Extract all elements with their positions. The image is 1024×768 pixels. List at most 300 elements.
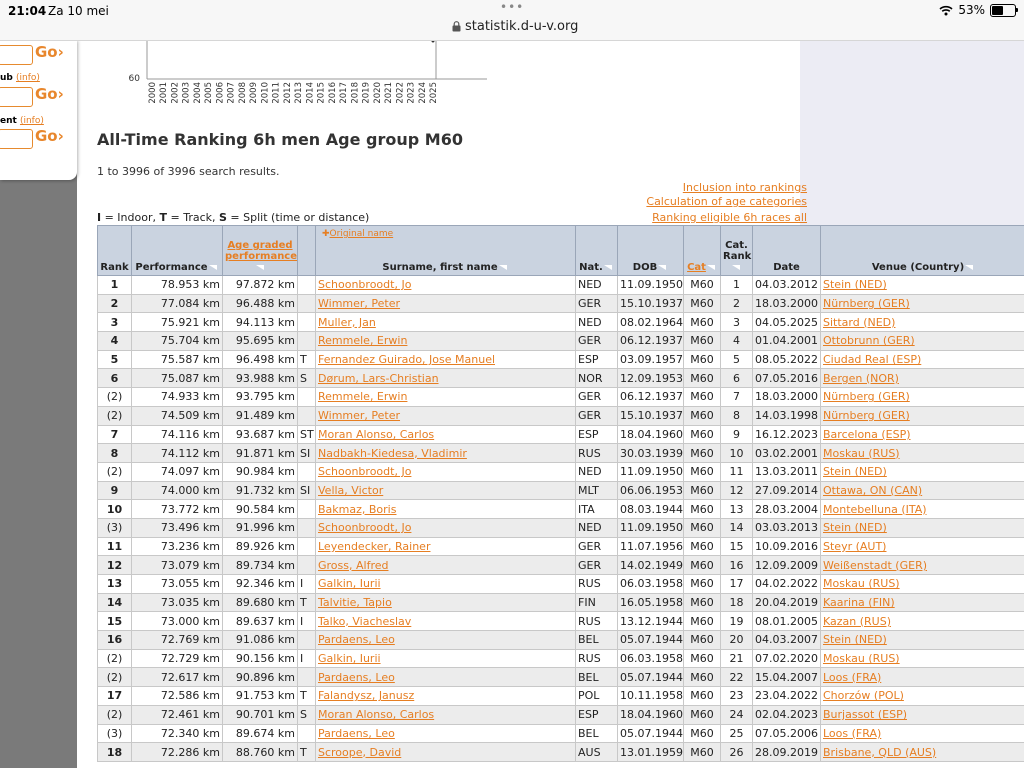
header-label: Rank <box>100 262 129 273</box>
date-cell: 07.02.2020 <box>753 649 821 668</box>
date-cell: 18.03.2000 <box>753 294 821 313</box>
nat-cell: RUS <box>576 612 618 631</box>
legend-text: = Indoor, <box>101 211 160 224</box>
flag-cell <box>298 518 316 537</box>
age-graded-cell: 96.498 km <box>223 350 298 369</box>
cat-rank-cell: 23 <box>721 687 753 706</box>
athlete-link[interactable]: Dørum, Lars-Christian <box>318 371 439 385</box>
athlete-link[interactable]: Vella, Victor <box>318 483 384 497</box>
venue-link[interactable]: Nürnberg (GER) <box>823 297 910 311</box>
cat-link[interactable]: Cat <box>687 262 706 273</box>
venue-link[interactable]: Bergen (NOR) <box>823 371 899 385</box>
table-row <box>98 668 1024 687</box>
go-button-3[interactable] <box>35 127 64 145</box>
nat-cell: MLT <box>576 481 618 500</box>
table-row <box>98 425 1024 444</box>
x-tick-label: 2024 <box>417 82 428 104</box>
dob-cell: 06.06.1953 <box>618 481 684 500</box>
rank-cell: (2) <box>98 406 132 425</box>
performance-chart <box>127 40 487 116</box>
performance-cell: 74.097 km <box>132 462 223 481</box>
nat-cell: AUS <box>576 743 618 762</box>
performance-cell: 72.769 km <box>132 631 223 650</box>
age-graded-cell: 93.687 km <box>223 425 298 444</box>
nat-cell: RUS <box>576 649 618 668</box>
name-cell <box>316 556 576 575</box>
legend-text: = Split (time or distance) <box>226 211 370 224</box>
dob-cell: 16.05.1958 <box>618 593 684 612</box>
venue-link[interactable]: Loos (FRA) <box>823 726 882 740</box>
age-graded-cell: 95.695 km <box>223 332 298 351</box>
original-name-toggle[interactable] <box>322 229 393 239</box>
header-label: Surname, first name <box>382 262 498 273</box>
name-cell <box>316 481 576 500</box>
x-tick-label: 2001 <box>159 82 170 104</box>
rank-cell: 16 <box>98 631 132 650</box>
nat-cell: NED <box>576 462 618 481</box>
venue-cell <box>821 500 1024 519</box>
venue-cell <box>821 462 1024 481</box>
performance-cell: 75.087 km <box>132 369 223 388</box>
name-cell <box>316 388 576 407</box>
cat-rank-cell: 8 <box>721 406 753 425</box>
venue-link[interactable]: Stein (NED) <box>823 278 887 292</box>
cat-rank-cell: 11 <box>721 462 753 481</box>
age-graded-cell: 93.795 km <box>223 388 298 407</box>
flag-cell <box>298 500 316 519</box>
flag-cell: I <box>298 649 316 668</box>
flag-cell <box>298 332 316 351</box>
venue-link[interactable]: Ciudad Real (ESP) <box>823 353 922 367</box>
sort-icon <box>256 263 266 271</box>
venue-link[interactable]: Weißenstadt (GER) <box>823 558 928 572</box>
date-cell: 03.03.2013 <box>753 518 821 537</box>
col-rank[interactable] <box>98 226 132 276</box>
table-row <box>98 631 1024 650</box>
dob-cell: 30.03.1939 <box>618 444 684 463</box>
cat-rank-cell: 20 <box>721 631 753 650</box>
athlete-link[interactable]: Wimmer, Peter <box>318 297 401 311</box>
col-flag <box>298 226 316 276</box>
athlete-link[interactable]: Moran Alonso, Carlos <box>318 427 435 441</box>
date-cell: 20.04.2019 <box>753 593 821 612</box>
nat-cell: NED <box>576 276 618 295</box>
flag-cell: T <box>298 687 316 706</box>
background-panel <box>800 40 1024 226</box>
rank-cell: 14 <box>98 593 132 612</box>
cat-cell: M60 <box>684 332 721 351</box>
date-cell: 13.03.2011 <box>753 462 821 481</box>
x-tick-label: 2012 <box>282 82 293 104</box>
rank-cell: 3 <box>98 313 132 332</box>
performance-cell: 74.509 km <box>132 406 223 425</box>
col-surname[interactable] <box>316 226 576 276</box>
x-tick-label: 2000 <box>148 82 158 104</box>
go-button-1[interactable] <box>35 43 64 61</box>
club-info-link[interactable]: (info) <box>16 73 40 83</box>
rank-cell: 5 <box>98 350 132 369</box>
venue-link[interactable]: Loos (FRA) <box>823 670 882 684</box>
performance-cell: 73.000 km <box>132 612 223 631</box>
athlete-link[interactable]: Talko, Viacheslav <box>318 614 412 628</box>
performance-cell: 72.729 km <box>132 649 223 668</box>
cat-rank-cell: 15 <box>721 537 753 556</box>
nat-cell: NED <box>576 518 618 537</box>
nat-cell: POL <box>576 687 618 706</box>
name-cell <box>316 537 576 556</box>
performance-cell: 73.236 km <box>132 537 223 556</box>
col-date[interactable] <box>753 226 821 276</box>
cat-cell: M60 <box>684 444 721 463</box>
venue-cell <box>821 705 1024 724</box>
athlete-link[interactable]: Gross, Alfred <box>318 558 389 572</box>
flag-cell: SI <box>298 481 316 500</box>
performance-cell: 73.496 km <box>132 518 223 537</box>
flag-cell <box>298 724 316 743</box>
sort-icon <box>604 263 614 271</box>
name-cell <box>316 350 576 369</box>
table-row <box>98 518 1024 537</box>
athlete-link[interactable]: Wimmer, Peter <box>318 409 401 423</box>
name-cell <box>316 294 576 313</box>
nat-cell: BEL <box>576 724 618 743</box>
table-row <box>98 294 1024 313</box>
cat-rank-cell: 6 <box>721 369 753 388</box>
venue-cell <box>821 518 1024 537</box>
col-performance[interactable] <box>132 226 223 276</box>
header-label: Venue (Country) <box>871 262 965 273</box>
eligible-races-link[interactable]: Ranking eligible 6h races all <box>652 211 807 224</box>
performance-cell: 78.953 km <box>132 276 223 295</box>
venue-link[interactable]: Steyr (AUT) <box>823 539 887 553</box>
legend-key: T <box>159 211 167 224</box>
x-tick-label: 2018 <box>350 82 361 104</box>
venue-link[interactable]: Ottawa, ON (CAN) <box>823 483 923 497</box>
dob-cell: 11.07.1956 <box>618 537 684 556</box>
dob-cell: 05.07.1944 <box>618 631 684 650</box>
athlete-link[interactable]: Pardaens, Leo <box>318 633 395 647</box>
athlete-link[interactable]: Fernandez Guirado, Jose Manuel <box>318 353 496 367</box>
date-cell: 01.04.2001 <box>753 332 821 351</box>
venue-link[interactable]: Montebelluna (ITA) <box>823 502 927 516</box>
cat-rank-cell: 25 <box>721 724 753 743</box>
x-tick-label: 2010 <box>260 82 271 104</box>
date-cell: 10.09.2016 <box>753 537 821 556</box>
age-graded-cell: 91.086 km <box>223 631 298 650</box>
athlete-link[interactable]: Schoonbroodt, Jo <box>318 521 412 535</box>
club-input[interactable] <box>0 87 33 107</box>
age-graded-cell: 97.872 km <box>223 276 298 295</box>
date-cell: 18.03.2000 <box>753 388 821 407</box>
venue-link[interactable]: Stein (NED) <box>823 633 887 647</box>
athlete-link[interactable]: Nadbakh-Kiedesa, Vladimir <box>318 446 467 460</box>
venue-link[interactable]: Nürnberg (GER) <box>823 390 910 404</box>
multitask-dots[interactable]: ••• <box>500 0 525 14</box>
cat-cell: M60 <box>684 743 721 762</box>
dob-cell: 05.07.1944 <box>618 668 684 687</box>
table-row <box>98 575 1024 594</box>
venue-link[interactable]: Burjassot (ESP) <box>823 708 907 722</box>
table-header-row <box>98 226 1024 276</box>
cat-cell: M60 <box>684 500 721 519</box>
age-graded-link[interactable] <box>225 240 297 262</box>
y-tick-label: 60 <box>128 74 140 84</box>
flag-cell: T <box>298 350 316 369</box>
venue-cell <box>821 668 1024 687</box>
dob-cell: 18.04.1960 <box>618 705 684 724</box>
cat-cell: M60 <box>684 593 721 612</box>
cat-cell: M60 <box>684 668 721 687</box>
col-age-graded[interactable] <box>223 226 298 276</box>
event-label <box>0 116 44 126</box>
flag-cell <box>298 631 316 650</box>
dob-cell: 11.09.1950 <box>618 276 684 295</box>
athlete-link[interactable]: Moran Alonso, Carlos <box>318 708 435 722</box>
age-graded-cell: 89.734 km <box>223 556 298 575</box>
cat-rank-cell: 1 <box>721 276 753 295</box>
cat-cell: M60 <box>684 276 721 295</box>
col-cat-rank[interactable] <box>721 226 753 276</box>
dob-cell: 13.12.1944 <box>618 612 684 631</box>
flag-cell <box>298 276 316 295</box>
venue-link[interactable]: Moskau (RUS) <box>823 577 900 591</box>
athlete-link[interactable]: Pardaens, Leo <box>318 726 395 740</box>
header-label: Performance <box>135 262 208 273</box>
date-cell: 27.09.2014 <box>753 481 821 500</box>
rank-cell: 4 <box>98 332 132 351</box>
athlete-link[interactable]: Leyendecker, Rainer <box>318 539 431 553</box>
sort-icon <box>707 263 717 271</box>
club-label <box>0 73 40 83</box>
go-label: Go <box>35 43 58 61</box>
cat-rank-cell: 22 <box>721 668 753 687</box>
table-row <box>98 743 1024 762</box>
venue-cell <box>821 425 1024 444</box>
rank-cell: (2) <box>98 649 132 668</box>
battery-percent: 53% <box>958 3 985 17</box>
rank-cell: (2) <box>98 705 132 724</box>
venue-link[interactable]: Moskau (RUS) <box>823 446 900 460</box>
table-row <box>98 537 1024 556</box>
athlete-link[interactable]: Galkin, Iurii <box>318 577 381 591</box>
result-count: 1 to 3996 of 3996 search results. <box>97 165 280 178</box>
x-tick-label: 2008 <box>237 82 248 104</box>
venue-cell <box>821 332 1024 351</box>
cat-cell: M60 <box>684 350 721 369</box>
date-cell: 02.04.2023 <box>753 705 821 724</box>
col-dob[interactable] <box>618 226 684 276</box>
table-row <box>98 462 1024 481</box>
x-tick-label: 2002 <box>170 82 181 104</box>
date-cell: 07.05.2006 <box>753 724 821 743</box>
x-tick-label: 2023 <box>406 82 417 104</box>
flag-cell: I <box>298 612 316 631</box>
table-row <box>98 556 1024 575</box>
rank-cell: 8 <box>98 444 132 463</box>
athlete-link[interactable]: Bakmaz, Boris <box>318 502 397 516</box>
dob-cell: 03.09.1957 <box>618 350 684 369</box>
rank-cell: 10 <box>98 500 132 519</box>
rank-cell: 6 <box>98 369 132 388</box>
legend-key: I <box>97 211 102 224</box>
nat-cell: ESP <box>576 350 618 369</box>
performance-cell: 75.587 km <box>132 350 223 369</box>
x-tick-label: 2013 <box>294 82 305 104</box>
col-nat[interactable] <box>576 226 618 276</box>
venue-link[interactable]: Kaarina (FIN) <box>823 596 895 610</box>
flag-cell <box>298 388 316 407</box>
age-categories-link[interactable]: Calculation of age categories <box>646 195 807 208</box>
dob-cell: 18.04.1960 <box>618 425 684 444</box>
cat-cell: M60 <box>684 369 721 388</box>
rank-cell: 9 <box>98 481 132 500</box>
dob-cell: 13.01.1959 <box>618 743 684 762</box>
name-cell <box>316 444 576 463</box>
address-bar[interactable] <box>452 19 578 34</box>
table-row <box>98 500 1024 519</box>
age-graded-cell: 94.113 km <box>223 313 298 332</box>
flag-cell: T <box>298 743 316 762</box>
date-cell: 16.12.2023 <box>753 425 821 444</box>
cat-cell: M60 <box>684 649 721 668</box>
performance-cell: 77.084 km <box>132 294 223 313</box>
nat-cell: GER <box>576 388 618 407</box>
cat-rank-cell: 5 <box>721 350 753 369</box>
venue-cell <box>821 724 1024 743</box>
flag-cell: T <box>298 593 316 612</box>
date-cell: 08.01.2005 <box>753 612 821 631</box>
col-venue[interactable] <box>821 226 1024 276</box>
venue-cell <box>821 649 1024 668</box>
name-cell <box>316 649 576 668</box>
original-name-label: Original name <box>329 229 394 239</box>
legend-text: = Track, <box>167 211 219 224</box>
date-cell: 04.05.2025 <box>753 313 821 332</box>
table-row <box>98 444 1024 463</box>
x-tick-label: 2019 <box>361 82 372 104</box>
age-graded-cell: 89.926 km <box>223 537 298 556</box>
go-button-2[interactable] <box>35 85 64 103</box>
performance-cell: 74.000 km <box>132 481 223 500</box>
venue-link[interactable]: Brisbane, QLD (AUS) <box>823 745 937 759</box>
name-cell <box>316 743 576 762</box>
x-tick-label: 2004 <box>192 82 203 104</box>
cat-cell: M60 <box>684 294 721 313</box>
date-cell: 23.04.2022 <box>753 687 821 706</box>
search-input-1[interactable] <box>0 45 33 65</box>
cat-cell: M60 <box>684 612 721 631</box>
clock: 21:04 <box>8 4 47 18</box>
venue-cell <box>821 575 1024 594</box>
event-input[interactable] <box>0 129 33 149</box>
dob-cell: 12.09.1953 <box>618 369 684 388</box>
age-graded-cell: 91.871 km <box>223 444 298 463</box>
venue-link[interactable]: Chorzów (POL) <box>823 689 904 703</box>
performance-cell: 73.035 km <box>132 593 223 612</box>
dob-cell: 06.12.1937 <box>618 332 684 351</box>
plus-icon: ✚ <box>322 229 330 239</box>
age-graded-cell: 93.988 km <box>223 369 298 388</box>
venue-link[interactable]: Stein (NED) <box>823 465 887 479</box>
age-graded-cell: 91.753 km <box>223 687 298 706</box>
name-cell <box>316 276 576 295</box>
venue-link[interactable]: Moskau (RUS) <box>823 652 900 666</box>
athlete-link[interactable]: Scroope, David <box>318 745 402 759</box>
venue-link[interactable]: Stein (NED) <box>823 521 887 535</box>
system-status <box>939 3 1016 17</box>
inclusion-link[interactable]: Inclusion into rankings <box>682 181 807 194</box>
nat-cell: ESP <box>576 425 618 444</box>
header-label: Age graded <box>227 240 293 251</box>
page-title: All-Time Ranking 6h men Age group M60 <box>97 130 463 149</box>
athlete-link[interactable]: Muller, Jan <box>318 315 376 329</box>
venue-link[interactable]: Kazan (RUS) <box>823 614 892 628</box>
athlete-link[interactable]: Schoonbroodt, Jo <box>318 465 412 479</box>
rank-cell: (2) <box>98 668 132 687</box>
event-label-text: ent <box>0 116 17 126</box>
performance-cell: 72.340 km <box>132 724 223 743</box>
cat-cell: M60 <box>684 705 721 724</box>
age-graded-cell: 90.701 km <box>223 705 298 724</box>
athlete-link[interactable]: Remmele, Erwin <box>318 390 408 404</box>
date-cell: 07.05.2016 <box>753 369 821 388</box>
athlete-link[interactable]: Falandysz, Janusz <box>318 689 415 703</box>
flag-cell <box>298 313 316 332</box>
athlete-link[interactable]: Talvitie, Tapio <box>318 596 392 610</box>
venue-link[interactable]: Sittard (NED) <box>823 315 896 329</box>
lock-icon <box>452 21 461 32</box>
rank-cell: 15 <box>98 612 132 631</box>
cat-rank-cell: 26 <box>721 743 753 762</box>
sort-icon <box>658 263 668 271</box>
x-tick-label: 2014 <box>305 82 316 104</box>
cat-cell: M60 <box>684 518 721 537</box>
event-info-link[interactable]: (info) <box>19 116 44 126</box>
url-text: statistik.d-u-v.org <box>465 19 579 34</box>
age-graded-cell: 90.156 km <box>223 649 298 668</box>
athlete-link[interactable]: Galkin, Iurii <box>318 652 381 666</box>
venue-link[interactable]: Nürnberg (GER) <box>823 409 910 423</box>
table-row <box>98 406 1024 425</box>
athlete-link[interactable]: Remmele, Erwin <box>318 334 408 348</box>
date-cell: 04.02.2022 <box>753 575 821 594</box>
table-row <box>98 276 1024 295</box>
header-label: performance <box>225 251 298 262</box>
rank-cell: 7 <box>98 425 132 444</box>
table-row <box>98 388 1024 407</box>
rank-cell: 12 <box>98 556 132 575</box>
athlete-link[interactable]: Pardaens, Leo <box>318 670 395 684</box>
name-cell <box>316 462 576 481</box>
nat-cell: RUS <box>576 444 618 463</box>
main-content <box>77 40 1024 768</box>
flag-cell: ST <box>298 425 316 444</box>
chevron-right-icon: › <box>57 85 64 103</box>
cat-rank-cell: 18 <box>721 593 753 612</box>
x-tick-label: 2005 <box>204 82 215 104</box>
col-cat[interactable] <box>684 226 721 276</box>
venue-link[interactable]: Barcelona (ESP) <box>823 427 911 441</box>
name-cell <box>316 518 576 537</box>
name-cell <box>316 687 576 706</box>
rank-cell: 2 <box>98 294 132 313</box>
nat-cell: ITA <box>576 500 618 519</box>
athlete-link[interactable]: Schoonbroodt, Jo <box>318 278 412 292</box>
nat-cell: BEL <box>576 631 618 650</box>
x-tick-label: 2006 <box>215 82 226 104</box>
name-cell <box>316 593 576 612</box>
venue-link[interactable]: Ottobrunn (GER) <box>823 334 915 348</box>
